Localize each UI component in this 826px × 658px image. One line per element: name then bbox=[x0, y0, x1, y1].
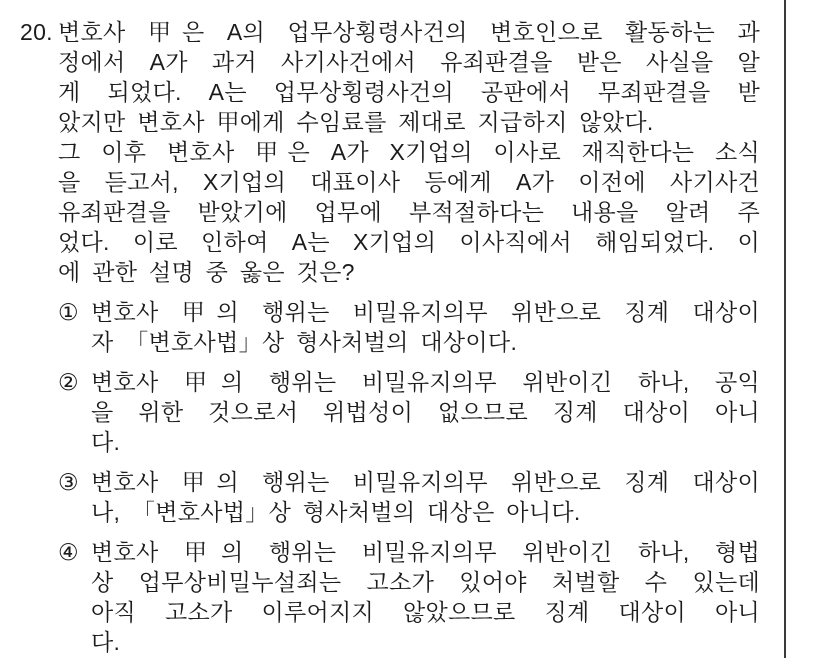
option-text-line: 아직 고소가 이루어지지 않았으므로 징계 대상이 아니 bbox=[91, 599, 760, 625]
option-text bbox=[91, 297, 760, 357]
option-number-marker: ② bbox=[58, 369, 79, 395]
question-body-line: 었다. 이로 인하여 A는 X기업의 이사직에서 해임되었다. 이 bbox=[58, 229, 760, 255]
column-divider-line bbox=[784, 0, 786, 658]
option-number-marker: ③ bbox=[58, 469, 79, 495]
option-text-line: 상 업무상비밀누설죄는 고소가 있어야 처벌할 수 있는데 bbox=[91, 569, 760, 595]
option-text-line: 변호사 甲의 행위는 비밀유지의무 위반으로 징계 대상이 bbox=[91, 469, 760, 495]
option-text bbox=[91, 467, 760, 527]
question-body-line: 을 듣고서, X기업의 대표이사 등에게 A가 이전에 사기사건 bbox=[58, 169, 760, 195]
option-text-line: 다. bbox=[91, 429, 121, 455]
answer-option bbox=[58, 467, 826, 527]
answer-options-list bbox=[58, 297, 826, 657]
option-text-line: 변호사 甲의 행위는 비밀유지의무 위반으로 징계 대상이 bbox=[91, 299, 760, 325]
answer-option bbox=[58, 367, 826, 457]
question-body-line: 게 되었다. A는 업무상횡령사건의 공판에서 무죄판결을 받 bbox=[58, 79, 760, 105]
option-text-line: 변호사 甲의 행위는 비밀유지의무 위반이긴 하나, 형법 bbox=[91, 539, 760, 565]
answer-option bbox=[58, 537, 826, 657]
option-text bbox=[91, 367, 760, 457]
question-body-line: 았지만 변호사 甲에게 수임료를 제대로 지급하지 않았다. bbox=[58, 109, 654, 135]
question-body-line: 변호사 甲은 A의 업무상횡령사건의 변호인으로 활동하는 과 bbox=[58, 19, 760, 45]
question-number: 20. bbox=[20, 19, 53, 45]
option-text bbox=[91, 537, 760, 657]
option-text-line: 변호사 甲의 행위는 비밀유지의무 위반이긴 하나, 공익 bbox=[91, 369, 760, 395]
question-header-row bbox=[0, 17, 826, 287]
option-text-line: 자 「변호사법」상 형사처벌의 대상이다. bbox=[91, 329, 518, 355]
answer-option bbox=[58, 297, 826, 357]
option-number-marker: ① bbox=[58, 299, 79, 325]
option-text-line: 나, 「변호사법」상 형사처벌의 대상은 아니다. bbox=[91, 499, 581, 525]
option-text-line: 다. bbox=[91, 629, 121, 655]
question-body-line: 정에서 A가 과거 사기사건에서 유죄판결을 받은 사실을 알 bbox=[58, 49, 760, 75]
question-body bbox=[58, 17, 760, 287]
question-body-line: 유죄판결을 받았기에 업무에 부적절하다는 내용을 알려 주 bbox=[58, 199, 760, 225]
option-number-marker: ④ bbox=[58, 539, 79, 565]
option-text-line: 을 위한 것으로서 위법성이 없으므로 징계 대상이 아니 bbox=[91, 399, 760, 425]
question-body-line: 에 관한 설명 중 옳은 것은? bbox=[58, 259, 355, 285]
question-body-line: 그 이후 변호사 甲은 A가 X기업의 이사로 재직한다는 소식 bbox=[58, 139, 760, 165]
